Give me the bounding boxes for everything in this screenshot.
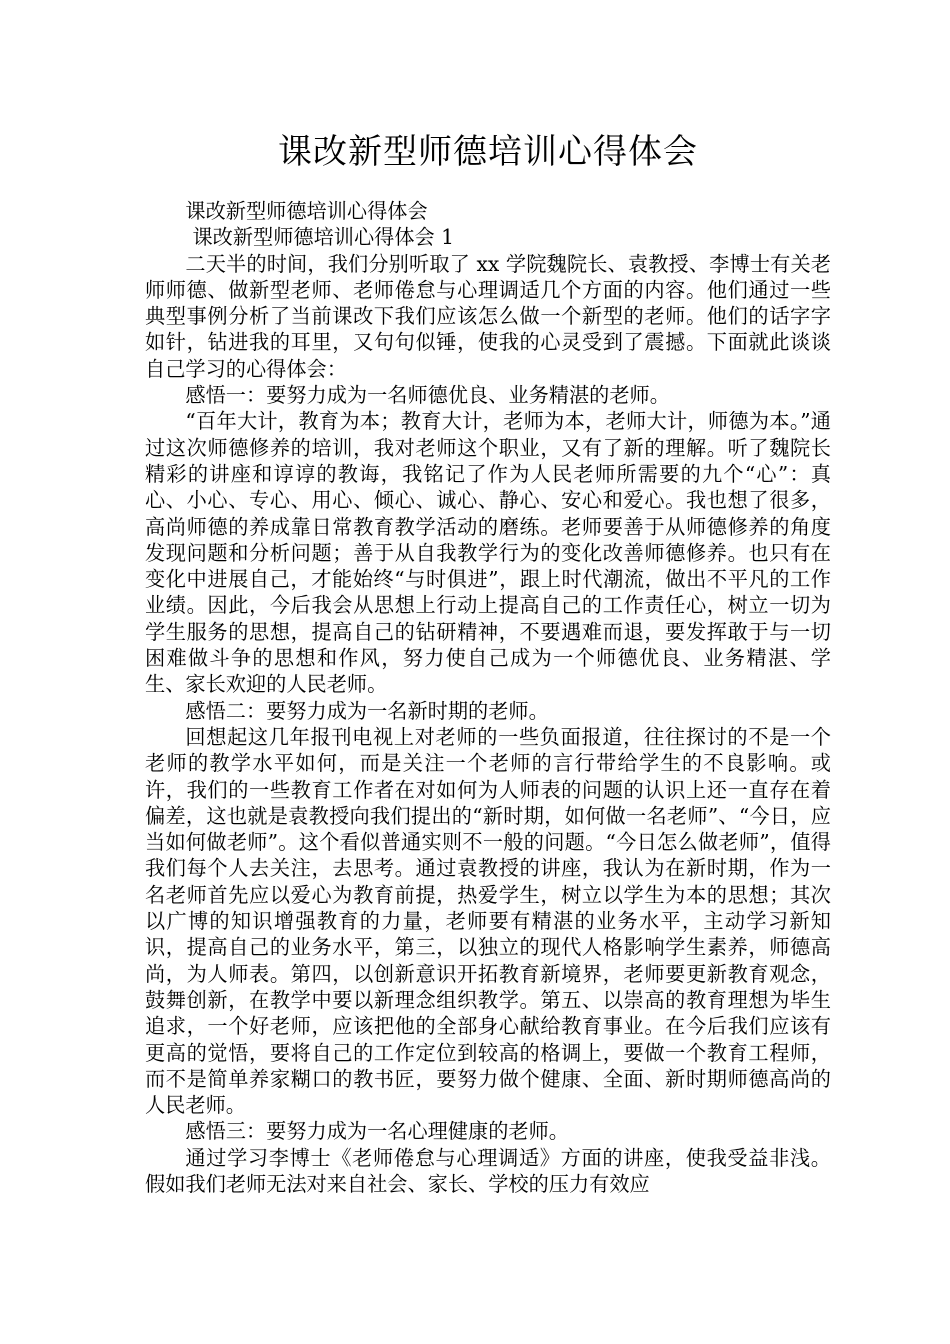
paragraph-insight-three-body: 通过学习李博士《老师倦怠与心理调适》方面的讲座，使我受益非浅。假如我们老师无法对来自社会、家长、学校的压力有效应 xyxy=(145,1145,831,1196)
paragraph-doc-heading: 课改新型师德培训心得体会 xyxy=(185,199,428,223)
document-title: 课改新型师德培训心得体会 xyxy=(278,132,698,172)
paragraph-intro: 二天半的时间，我们分别听取了 xx 学院魏院长、袁教授、李博士有关老师师德、做新型老师、老师倦怠与心理调适几个方面的内容。他们通过一些典型事例分析了当前课改下我们应该怎么做一个新型的老师。他们的话字字如针，钻进我的耳里，又句句似锤，使我的心灵受到了震撼。下面就此谈谈自己学习的心得体会： xyxy=(145,251,831,381)
paragraph-insight-one-body: “百年大计，教育为本；教育大计，老师为本，老师大计，师德为本。”通过这次师德修养的培训，我对老师这个职业，又有了新的理解。听了魏院长精彩的讲座和谆谆的教诲，我铭记了作为人民老师所需要的九个“心”：真心、小心、专心、用心、倾心、诚心、静心、安心和爱心。我也想了很多，高尚师德的养成靠日常教育教学活动的磨练。老师要善于从师德修养的角度发现问题和分析问题；善于从自我教学行为的变化改善师德修养。也只有在变化中进展自己，才能始终“与时俱进”，跟上时代潮流，做出不平凡的工作业绩。因此，今后我会从思想上行动上提高自己的工作责任心，树立一切为学生服务的思想，提高自己的钻研精神，不要遇难而退，要发挥敢于与一切困难做斗争的思想和作风，努力使自己成为一个师德优良、业务精湛、学生、家长欢迎的人民老师。 xyxy=(145,409,831,697)
paragraph-insight-two-heading: 感悟二：要努力成为一名新时期的老师。 xyxy=(185,698,549,723)
paragraph-insight-one-heading: 感悟一：要努力成为一名师德优良、业务精湛的老师。 xyxy=(185,383,670,408)
paragraph-doc-subheading: 课改新型师德培训心得体会 1 xyxy=(192,225,454,250)
paragraph-insight-three-heading: 感悟三：要努力成为一名心理健康的老师。 xyxy=(185,1119,569,1144)
paragraph-insight-two-body: 回想起这几年报刊电视上对老师的一些负面报道，往往探讨的不是一个老师的教学水平如何，而是关注一个老师的言行带给学生的不良影响。或许，我们的一些教育工作者在对如何为人师表的问题的认识上还一直存在着偏差，这也就是袁教授向我们提出的“新时期，如何做一名老师”、“今日，应当如何做老师”。这个看似普通实则不一般的问题。“今日怎么做老师”，值得我们每个人去关注，去思考。通过袁教授的讲座，我认为在新时期，作为一名老师首先应以爱心为教育前提，热爱学生，树立以学生为本的思想；其次以广博的知识增强教育的力量，老师要有精湛的业务水平，主动学习新知识，提高自己的业务水平，第三，以独立的现代人格影响学生素养，师德高尚，为人师表。第四，以创新意识开拓教育新境界，老师要更新教育观念，鼓舞创新，在教学中要以新理念组织教学。第五、以崇高的教育理想为毕生追求，一个好老师，应该把他的全部身心献给教育事业。在今后我们应该有更高的觉悟，要将自己的工作定位到较高的格调上，要做一个教育工程师，而不是简单养家糊口的教书匠，要努力做个健康、全面、新时期师德高尚的人民老师。 xyxy=(145,724,831,1118)
document-page xyxy=(145,128,831,1197)
document-body xyxy=(145,198,831,1197)
